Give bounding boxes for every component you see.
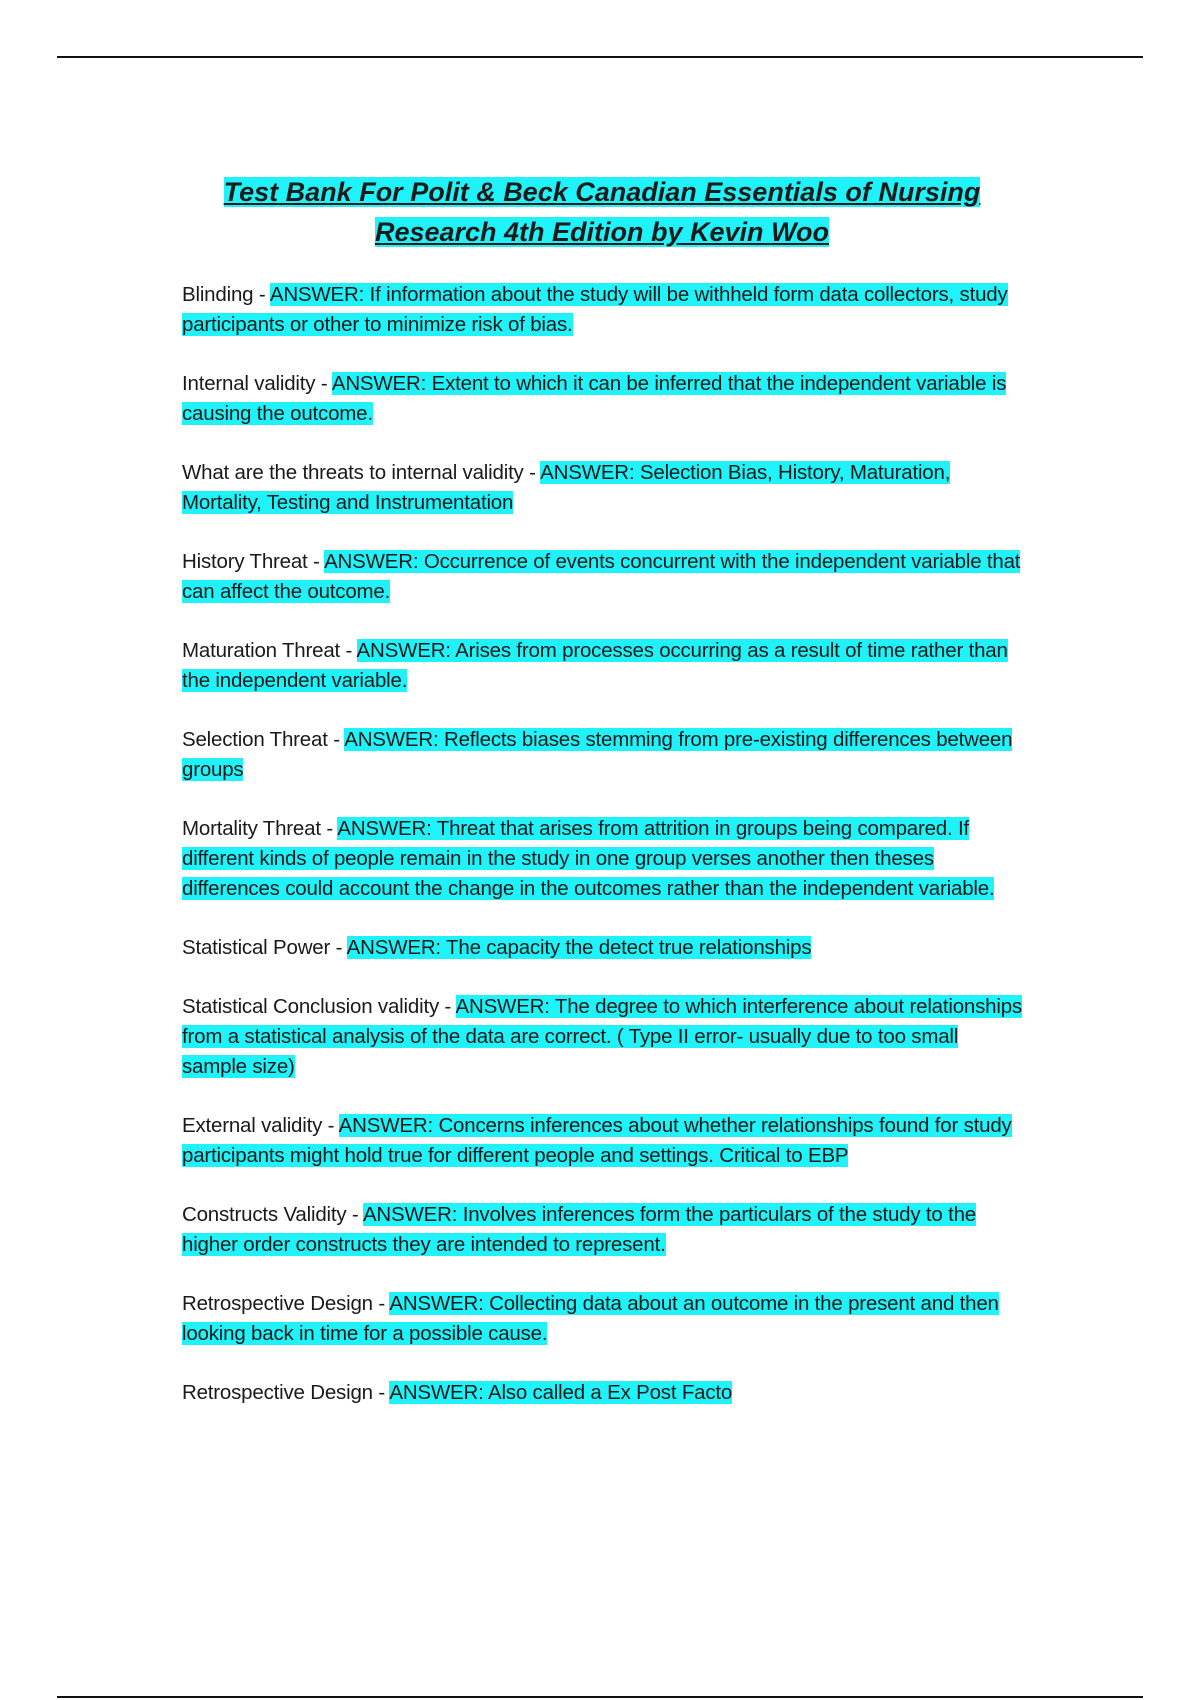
entry-term: Statistical Power — [182, 936, 331, 959]
qa-entry — [182, 369, 1022, 429]
qa-entry — [182, 1378, 1022, 1408]
document-title — [182, 172, 1022, 252]
qa-entry — [182, 992, 1022, 1082]
entry-answer: ANSWER: Involves inferences form the particulars of the study to the higher order constructs they are intended to represent. — [182, 1203, 976, 1256]
title-line-2: Research 4th Edition by Kevin Woo — [374, 217, 830, 247]
qa-entry — [182, 280, 1022, 340]
entry-answer: ANSWER: Collecting data about an outcome in the present and then looking back in time for a possible cause. — [182, 1292, 999, 1345]
qa-entry — [182, 1200, 1022, 1260]
entry-answer: ANSWER: Occurrence of events concurrent with the independent variable that can affect the outcome. — [182, 550, 1021, 603]
entry-answer: ANSWER: Concerns inferences about whether relationships found for study participants might hold true for different people and settings. Critical to EBP — [182, 1114, 1012, 1167]
entry-separator: - — [327, 728, 345, 751]
entry-term: Mortality Threat — [182, 817, 321, 840]
qa-entry — [182, 547, 1022, 607]
qa-entry — [182, 814, 1022, 904]
qa-entry — [182, 933, 1022, 963]
entry-answer: ANSWER: The degree to which interference about relationships from a statistical analysis of the data are correct. ( Type II error- usually due to too small sample size) — [182, 995, 1022, 1078]
entry-term: External validity — [182, 1114, 323, 1137]
entry-term: Statistical Conclusion validity — [182, 995, 439, 1018]
top-rule — [57, 56, 1143, 58]
entry-separator: - — [372, 1381, 390, 1404]
entry-separator: - — [346, 1203, 363, 1226]
entry-answer: ANSWER: If information about the study will be withheld form data collectors, study participants or other to minimize risk of bias. — [182, 283, 1008, 336]
qa-entry — [182, 725, 1022, 785]
qa-entry — [182, 458, 1022, 518]
entry-separator: - — [372, 1292, 390, 1315]
entry-answer: ANSWER: Reflects biases stemming from pre-existing differences between groups — [182, 728, 1013, 781]
entry-separator: - — [322, 1114, 339, 1137]
qa-entry — [182, 1111, 1022, 1171]
entry-separator: - — [307, 550, 325, 573]
qa-entry — [182, 636, 1022, 696]
entry-answer: ANSWER: Threat that arises from attrition in groups being compared. If different kinds of people remain in the study in one group verses another then theses differences could account the change in the outcomes rather than the independent variable. — [182, 817, 995, 900]
entry-term: Retrospective Design — [182, 1381, 373, 1404]
entry-term: What are the threats to internal validity — [182, 461, 524, 484]
entry-answer: ANSWER: Selection Bias, History, Maturation, Mortality, Testing and Instrumentation — [182, 461, 951, 514]
title-line-1: Test Bank For Polit & Beck Canadian Essentials of Nursing — [223, 177, 981, 207]
entry-term: Blinding — [182, 283, 254, 306]
entry-term: Maturation Threat — [182, 639, 341, 662]
entry-separator: - — [320, 817, 338, 840]
entry-separator: - — [253, 283, 270, 306]
entry-separator: - — [439, 995, 456, 1018]
entry-separator: - — [315, 372, 332, 395]
qa-entry — [182, 1289, 1022, 1349]
entry-separator: - — [523, 461, 541, 484]
entry-term: Selection Threat — [182, 728, 328, 751]
entry-term: Retrospective Design — [182, 1292, 373, 1315]
entry-answer: ANSWER: Extent to which it can be inferred that the independent variable is causing the outcome. — [182, 372, 1007, 425]
document-page — [182, 172, 1022, 1437]
entry-answer: ANSWER: The capacity the detect true relationships — [346, 936, 812, 959]
qa-list — [182, 280, 1022, 1408]
entry-term: Constructs Validity — [182, 1203, 347, 1226]
bottom-rule — [57, 1696, 1143, 1698]
entry-separator: - — [340, 639, 357, 662]
entry-separator: - — [330, 936, 347, 959]
entry-answer: ANSWER: Also called a Ex Post Facto — [389, 1381, 733, 1404]
entry-term: Internal validity — [182, 372, 316, 395]
entry-answer: ANSWER: Arises from processes occurring as a result of time rather than the independent variable. — [182, 639, 1008, 692]
entry-term: History Threat — [182, 550, 308, 573]
